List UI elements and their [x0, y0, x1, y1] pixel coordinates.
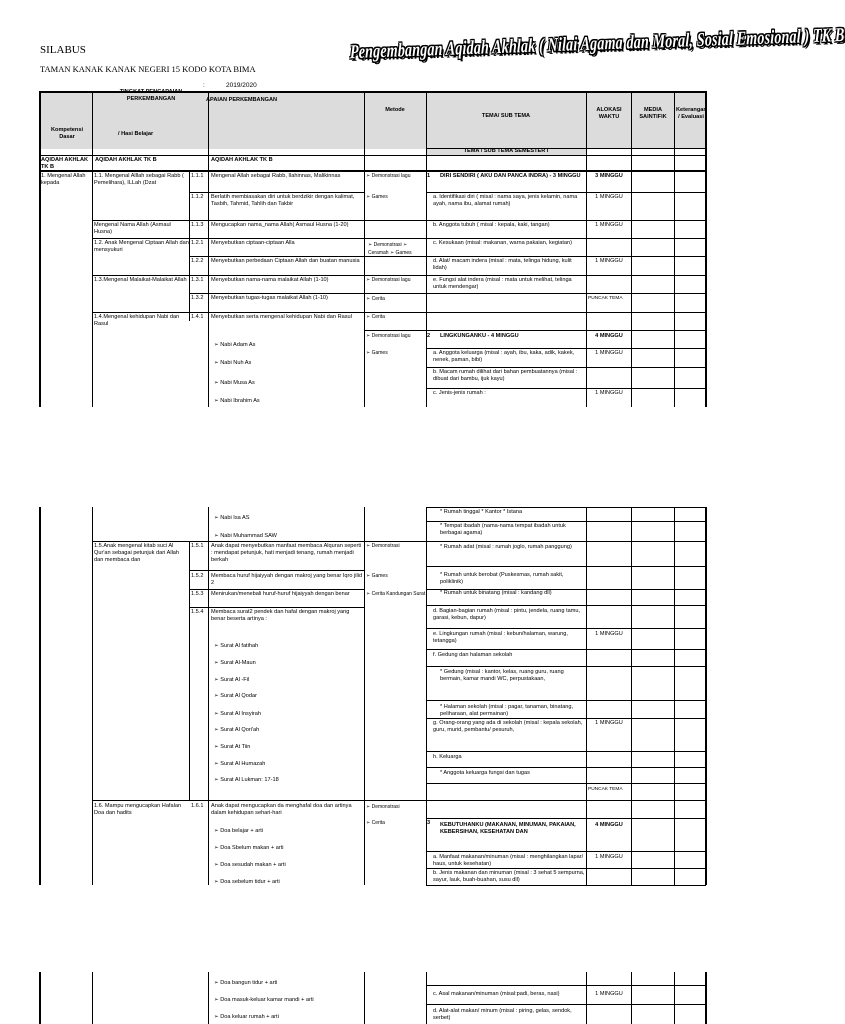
tema-1d: d. Alat/ macam indera (misal : mata, telinga hidung, kulit lidah) — [433, 258, 572, 271]
tema-2d: d. Bagian-bagian rumah (misal : pintu, jendela, ruang tamu, garasi, kebun, dapur) — [433, 608, 581, 621]
met-1-3-2: ➢ Cerita — [366, 296, 385, 302]
num-1-5-2: 1.5.2 — [191, 573, 204, 579]
col-capaian: APAIAN PERKEMBANGAN — [206, 97, 278, 103]
puncak-tema-1: PUNCAK TEMA — [588, 296, 623, 301]
met-1-4-1: ➢ Cerita — [366, 314, 385, 320]
met-1-5-demo: ➢ Demonstrasi — [366, 543, 400, 549]
cap-1-1-1: Mengenal Allah sebagai Rabb, Ilahinnas, Malikinnas — [211, 173, 341, 179]
doa-sesudah-makan: ➢ Doa sesudah makan + arti — [214, 862, 286, 868]
tema-3c: c. Asal makanan/minuman (misal:padi, beras, nasi) — [433, 991, 560, 997]
met-1-5-cerita: ➢ Cerita Kandungan Surat — [366, 591, 426, 597]
kd-aqidah: AQIDAH AKHLAK TK B — [41, 157, 89, 170]
surat-maun: ➢ Surat Al-Maun — [214, 660, 256, 666]
num-1-5-4: 1.5.4 — [191, 609, 204, 615]
tema-1c: c. Kesukaan (misal: makanan, warna pakaian, kegiatan) — [433, 240, 572, 246]
num-1-1-1: 1.1.1 — [191, 173, 204, 179]
cap-1-3-2: Menyebutkan tugas-tugas malaikat Allah (1-10) — [211, 295, 328, 301]
nabi-ibrahim: ➢ Nabi Ibrahim As — [214, 398, 260, 404]
alo-1d: 1 MINGGU — [595, 258, 623, 264]
tema-rumah-berobat: * Rumah untuk berobat (Puskesmas, rumah sakit, poliklinik) — [440, 572, 564, 585]
tema-3b: b. Jenis makanan dan minuman (misal : 3 sehat 5 sempurna, sayur, lauk, buah-buahan, susu dll) — [433, 870, 585, 883]
surat-fil: ➢ Surat Al -Fil — [214, 677, 250, 683]
tema-2e: e. Lingkungan rumah (misal : kebun/halaman, warung, tetangga) — [433, 631, 568, 644]
col-hasil-belajar: / Hasi Belajar — [118, 131, 154, 137]
tema-2-no: 2 — [427, 333, 431, 339]
tema-2f: f. Gedung dan halaman sekolah — [433, 652, 513, 658]
alo-2g: 1 MINGGU — [595, 720, 623, 726]
year-colon: : — [203, 83, 205, 89]
nabi-adam: ➢ Nabi Adam As — [214, 342, 256, 348]
alo-3c: 1 MINGGU — [595, 991, 623, 997]
tema-1: DIRI SENDIRI ( AKU DAN PANCA INDRA) - 3 MINGGU — [440, 173, 581, 179]
nabi-isa: ➢ Nabi Isa AS — [214, 515, 250, 521]
col-alokasi: ALOKASI WAKTU — [596, 107, 622, 120]
alo-3: 4 MINGGU — [595, 822, 623, 828]
col-keterangan: Keterangan / Evaluasi — [676, 107, 707, 120]
met-games-2: ➢ Games — [366, 350, 388, 356]
num-1-3-1: 1.3.1 — [191, 277, 204, 283]
tema-tempat-ibadah: * Tempat ibadah (nama-nama tempat ibadah untuk berbagai agama) — [440, 523, 566, 536]
tema-2c: c. Jenis-jenis rumah : — [433, 390, 486, 396]
alo-2a: 1 MINGGU — [595, 350, 623, 356]
tema-3: KEBUTUHANKU (MAKANAN, MINUMAN, PAKAIAN, KEBERSIHAN, KESEHATAN DAN — [440, 822, 576, 835]
tema-2b: b. Macam rumah dilihat dari bahan pembuatannya (misal : dibuat dari bambu, ijuk kayu) — [433, 369, 578, 382]
cap-1-3-1: Menyebutkan nama-nama malaikat Allah (1-10) — [211, 277, 329, 283]
tema-3a: a. Manfaat makanan/minuman (misal : menghilangkan lapar/ haus, untuk kesehatan) — [433, 854, 584, 867]
surat-qodar: ➢ Surat Al Qodar — [214, 693, 257, 699]
tema-anggota-keluarga: * Anggota keluarga fungsi dan tugas — [440, 770, 530, 776]
alo-1b: 1 MINGGU — [595, 222, 623, 228]
cap-1-2-2: Menyebutkan perbedaan Ciptaan Allah dan buatan manusia — [211, 258, 360, 264]
doa-bangun-tidur: ➢ Doa bangun tidur + arti — [214, 980, 278, 986]
col-tema: TEMA/ SUB TEMA — [481, 113, 531, 119]
cap-1-5-3: Menirukan/menebali huruf-huruf hijaiyyah dengan benar — [211, 591, 350, 597]
subject-banner: Pengembangan Aqidah Akhlak ( Nilai Agama dan Moral, Sosial Emosional ) TK B — [350, 25, 845, 64]
tpp-asmaul: Mengenal Nama Allah (Asmaul Husna) — [94, 222, 171, 235]
col-tingkat-pencapaian: TINGKAT PENCAPAIAN PERKEMBANGAN — [119, 89, 183, 102]
alo-1: 3 MINGGU — [595, 173, 623, 179]
tpp-1-1: 1.1. Mengenal Alllah sebagai Rabb ( Pemelihara), ILLah (Dzat — [94, 173, 184, 186]
tpp-1-3: 1.3.Mengenal Malaikat-Malaikat Allah — [94, 277, 187, 283]
school-year: 2019/2020 — [226, 82, 257, 89]
cap-1-2-1: Menyebutkan ciptaan-ciptaan Alla — [211, 240, 295, 246]
surat-humazah: ➢ Surat Al Humazah — [214, 761, 266, 767]
tema-1a: a. Identifikasi diri ( misal : nama saya, jenis kelamin, nama ayah, nama ibu, alamat rumah) — [433, 194, 578, 207]
alo-1a: 1 MINGGU — [595, 194, 623, 200]
doa-belajar: ➢ Doa belajar + arti — [214, 828, 263, 834]
met-demo-lagu-2: ➢ Demonstrasi lagu — [366, 333, 411, 339]
cap-aqidah: AQIDAH AKHLAK TK B — [211, 157, 273, 163]
num-1-6-1: 1.6.1 — [191, 803, 204, 809]
alo-2e: 1 MINGGU — [595, 631, 623, 637]
surat-insyirah: ➢ Surat Al Insyirah — [214, 711, 261, 717]
tpp-1-4: 1.4.Mengenal kehidupan Nabi dan Rasul — [94, 314, 180, 327]
met-1-6-demo: ➢ Demonstrasi — [366, 804, 400, 810]
doa-sebelum-tidur: ➢ Doa sebelum tidur + arti — [214, 879, 280, 885]
surat-lukman: ➢ Surat Al Lukman: 17-18 — [214, 777, 279, 783]
num-1-5-3: 1.5.3 — [191, 591, 204, 597]
nabi-musa: ➢ Nabi Musa As — [214, 380, 255, 386]
nabi-muhammad: ➢ Nabi Muhammad SAW — [214, 533, 277, 539]
kd-1: 1. Mengenal Allah kepada — [41, 173, 86, 186]
doa-keluar-rumah: ➢ Doa keluar rumah + arti — [214, 1014, 279, 1020]
tema-2a: a. Anggota keluarga (misal : ayah, ibu, kaka, adik, kakek, nenek, paman, bibi) — [433, 350, 575, 363]
num-1-5-1: 1.5.1 — [191, 543, 204, 549]
num-1-2-1: 1.2.1 — [191, 240, 204, 246]
alo-2c: 1 MINGGU — [595, 390, 623, 396]
doa-kamar-mandi: ➢ Doa masuk-keluar kamar mandi + arti — [214, 997, 314, 1003]
tema-halaman: * Halaman sekolah (misal : pagar, tanaman, binatang, peliharaan, alat permainan) — [440, 704, 574, 717]
tpp-1-6: 1.6. Mampu mengucapkan Hafalan Doa dan hadits — [94, 803, 182, 816]
cap-1-1-3: Mengucapkan nama_nama Allah( Asmaul Husna (1-20) — [211, 222, 349, 228]
surat-fatihah: ➢ Surat Al fatihah — [214, 643, 259, 649]
tema-rumah-adat: * Rumah adat (misal : rumah joglo, rumah panggung) — [440, 544, 572, 550]
col-kompetensi-dasar: Kompetensi Dasar — [50, 127, 83, 140]
tema-2g: g. Orang-orang yang ada di sekolah (misal : kepala sekolah, guru, murid, pembantu/ pesuruh, — [433, 720, 583, 733]
tpp-1-2: 1.2. Anak Mengenal Ciptaan Allah dan mensyukuri — [94, 240, 189, 253]
cap-1-5-2: Membaca huruf hijaiyyah dengan makroj yang benar Iqro jilid 2 — [211, 573, 363, 586]
met-1-2-1: ➢ Demonstrasi ➢ Ceramah ➢ Games — [368, 242, 412, 256]
tema-3-no: 3 — [427, 820, 431, 826]
surat-qoriah: ➢ Surat Al Qori'ah — [214, 727, 260, 733]
tema-1b: b. Anggota tubuh ( misal : kepala, kaki, tangan) — [433, 222, 550, 228]
num-1-2-2: 1.2.2 — [191, 258, 204, 264]
tpp-1-5: 1.5.Anak mengenal kitab suci Al Qur'an sebagai petunjuk dari Allah dan membaca dan — [94, 543, 180, 563]
met-1-1-2: ➢ Games — [366, 194, 388, 200]
tema-1-no: 1 — [427, 173, 431, 179]
semester-header: TEMA / SUB TEMA SEMESTER I — [463, 148, 549, 154]
tema-gedung: * Gedung (misal : kantor, kelas, ruang guru, ruang bermain, kamar mandi WC, perpustakaan, — [440, 669, 564, 682]
tema-2: LINGKUNGANKU - 4 MINGGU — [440, 333, 519, 339]
puncak-tema-2: PUNCAK TEMA — [588, 787, 623, 792]
cap-1-5-4: Membaca surat2 pendek dan hafal dengan makroj yang benar beserta artinya : — [211, 609, 350, 622]
nabi-nuh: ➢ Nabi Nuh As — [214, 360, 252, 366]
num-1-1-3: 1.1.3 — [191, 222, 204, 228]
met-1-1-1: ➢ Demonstrasi lagu — [366, 173, 411, 179]
num-1-4-1: 1.4.1 — [191, 314, 204, 320]
cap-1-6-1: Anak dapat mengucapkan da menghafal doa dan artinya dalam kehidupan sehari-hari — [211, 803, 352, 816]
cap-1-1-2: Berlatih membiasakan diri untuk berdzikir dengan kalimat, Tasbih, Tahmid, Tahlih dan Takbir — [211, 194, 355, 207]
tema-rumah-binatang: * Rumah untuk binatang (misal : kandang dll) — [440, 590, 552, 596]
tema-1e: e. Fungsi alat indera (misal : mata untuk melihat, telinga untuk mendengar) — [433, 277, 572, 290]
col-metode: Metode — [385, 107, 405, 113]
tema-3d: d. Alat-alat makan/ minum (misal : piring, gelas, sendok, serbet) — [433, 1008, 572, 1021]
surat-tiin: ➢ Surat At Tiin — [214, 744, 251, 750]
met-1-3-1: ➢ Demonstrasi lagu — [366, 277, 411, 283]
met-1-6-cerita: ➢ Cerita — [366, 820, 385, 826]
num-1-3-2: 1.3.2 — [191, 295, 204, 301]
cap-1-4-1: Menyebutkan serta mengenal kehidupan Nabi dan Rasul — [211, 314, 352, 320]
alo-3a: 1 MINGGU — [595, 854, 623, 860]
tema-rumah-tinggal: * Rumah tinggal * Kantor * Istana — [440, 509, 523, 515]
document-title: SILABUS — [40, 44, 86, 56]
met-1-5-games: ➢ Games — [366, 573, 388, 579]
school-name: TAMAN KANAK KANAK NEGERI 15 KODO KOTA BIMA — [40, 64, 256, 74]
alo-2: 4 MINGGU — [595, 333, 623, 339]
tema-2h: h. Keluarga — [433, 754, 462, 760]
col-media: MEDIA SAINTIFIK — [639, 107, 667, 120]
tpp-aqidah: AQIDAH AKHLAK TK B — [95, 157, 157, 163]
cap-1-5-1: Anak dapat menyebutkan manfaat membaca Alquran seperti : mendapat petunjuk, hati menjadi tenang, rumah menjadi berkah — [211, 543, 362, 563]
doa-sebelum-makan: ➢ Doa Sbelum makan + arti — [214, 845, 284, 851]
num-1-1-2: 1.1.2 — [191, 194, 204, 200]
